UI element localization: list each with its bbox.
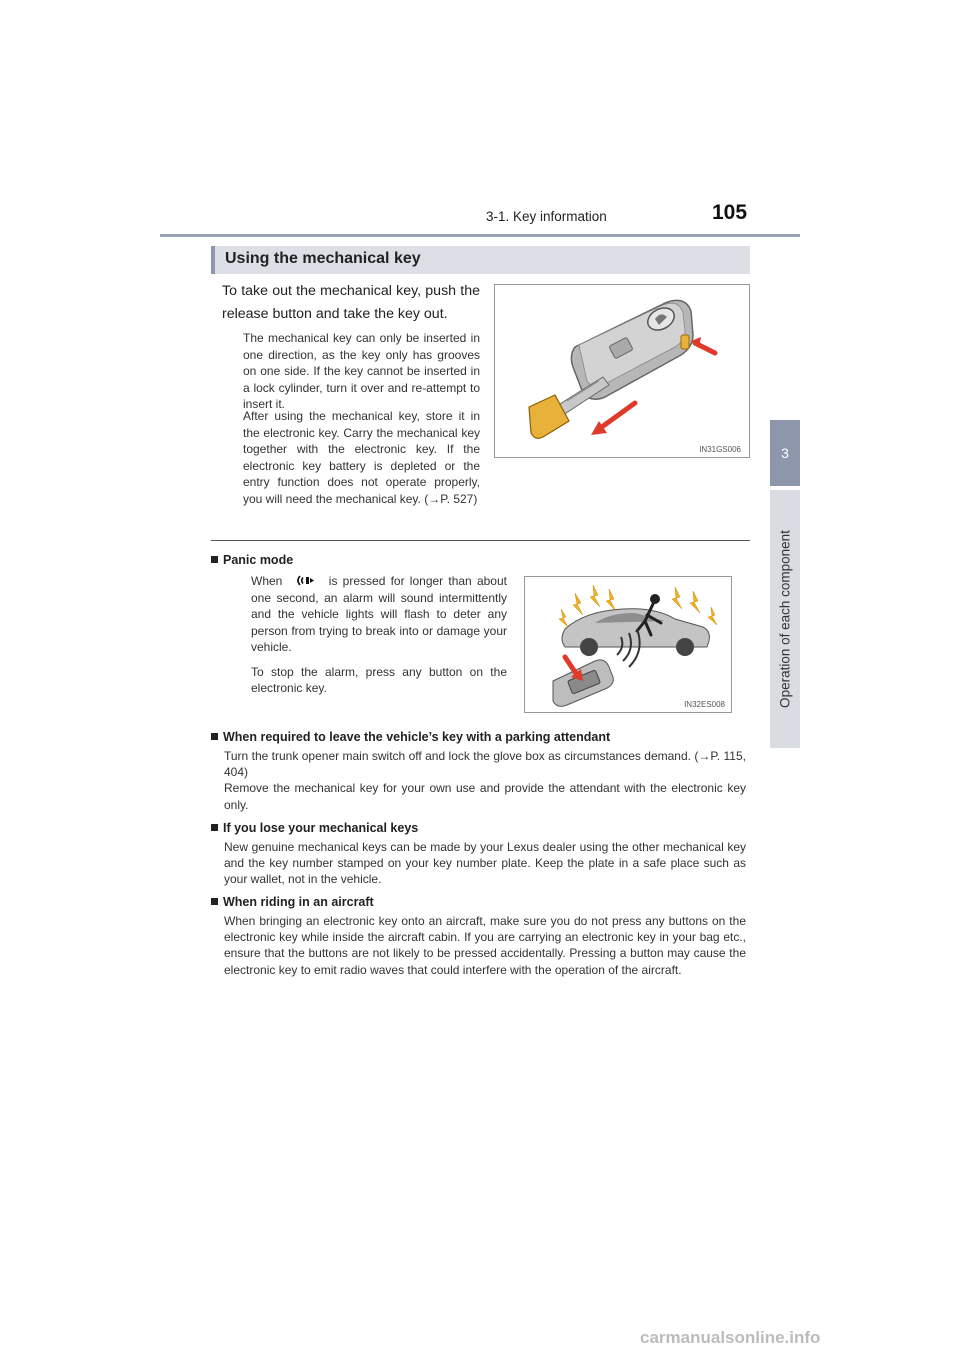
parking-attendant-body-2: Remove the mechanical key for your own use and provide the attendant with the electronic key only. bbox=[224, 781, 746, 812]
key-storage-paragraph: After using the mechanical key, store it in the electronic key. Carry the mechanical key together with the electronic key. If the electronic key battery is depleted or the entry function does not operate properly, you will need the mechanical key. (→P. 527) bbox=[243, 409, 480, 506]
mechanical-key-figure bbox=[494, 284, 750, 458]
key-insert-paragraph: The mechanical key can only be inserted in one direction, as the key only has grooves on one side. If the key cannot be inserted in a lock cylinder, turn it over and re-attempt to insert it. bbox=[243, 331, 480, 411]
chapter-tab-label bbox=[770, 490, 800, 748]
page-number: 105 bbox=[712, 201, 748, 224]
section-title: 3-1. Key information bbox=[486, 209, 607, 224]
panic-mode-illustration bbox=[525, 577, 731, 712]
aircraft-body: When bringing an electronic key onto an aircraft, make sure you do not press any buttons on the electronic key while inside the aircraft cabin. If you are carrying an electronic key in your bag etc., ensure that the buttons are not likely to be pressed accidentally. Pressing a button may cause the electronic key to emit radio waves that could interfere with the operation of the aircraft. bbox=[224, 914, 746, 977]
bullet-square-icon bbox=[211, 898, 218, 905]
panic-text-after: is pressed for longer than about one second, an alarm will sound intermittently and the vehicle lights will flash to deter any person from trying to break into or damage your vehicle. bbox=[251, 574, 507, 654]
bullet-square-icon bbox=[211, 556, 218, 563]
lost-keys-body: New genuine mechanical keys can be made by your Lexus dealer using the other mechanical key and the key number stamped on your key number plate. Keep the plate in a safe place such as your wallet, not in the vehicle. bbox=[224, 840, 746, 887]
mechanical-key-illustration bbox=[495, 285, 749, 457]
header-rule bbox=[160, 234, 800, 237]
section-banner bbox=[211, 246, 750, 274]
chapter-label: Operation of each component bbox=[777, 530, 793, 708]
watermark: carmanualsonline.info bbox=[640, 1328, 821, 1347]
panic-mode-title: Panic mode bbox=[223, 553, 294, 567]
section-heading: Using the mechanical key bbox=[225, 250, 421, 267]
panic-stop-text: To stop the alarm, press any button on the electronic key. bbox=[251, 664, 507, 695]
parking-attendant-body: Turn the trunk opener main switch off and lock the glove box as circumstances demand. (→P. 115, 404) bbox=[224, 749, 746, 780]
parking-attendant-title: When required to leave the vehicle’s key with a parking attendant bbox=[223, 730, 611, 744]
panic-mode-figure bbox=[524, 576, 732, 713]
lost-keys-title: If you lose your mechanical keys bbox=[223, 821, 419, 835]
section-divider bbox=[211, 540, 750, 541]
panic-mode-heading bbox=[211, 553, 293, 567]
chapter-number: 3 bbox=[781, 445, 789, 461]
parking-attendant-section bbox=[211, 730, 746, 813]
bullet-square-icon bbox=[211, 733, 218, 740]
panic-button-icon bbox=[288, 574, 324, 587]
aircraft-title: When riding in an aircraft bbox=[223, 895, 374, 909]
bullet-square-icon bbox=[211, 824, 218, 831]
aircraft-section bbox=[211, 895, 746, 978]
figure-code: IN31GS006 bbox=[699, 445, 741, 454]
chapter-tab-number bbox=[770, 420, 800, 486]
lost-keys-section bbox=[211, 821, 746, 888]
intro-paragraph: To take out the mechanical key, push the release button and take the key out. bbox=[222, 283, 480, 322]
figure-code: IN32ES008 bbox=[684, 700, 725, 709]
panic-mode-text bbox=[251, 573, 507, 697]
panic-text-before: When bbox=[251, 574, 283, 588]
